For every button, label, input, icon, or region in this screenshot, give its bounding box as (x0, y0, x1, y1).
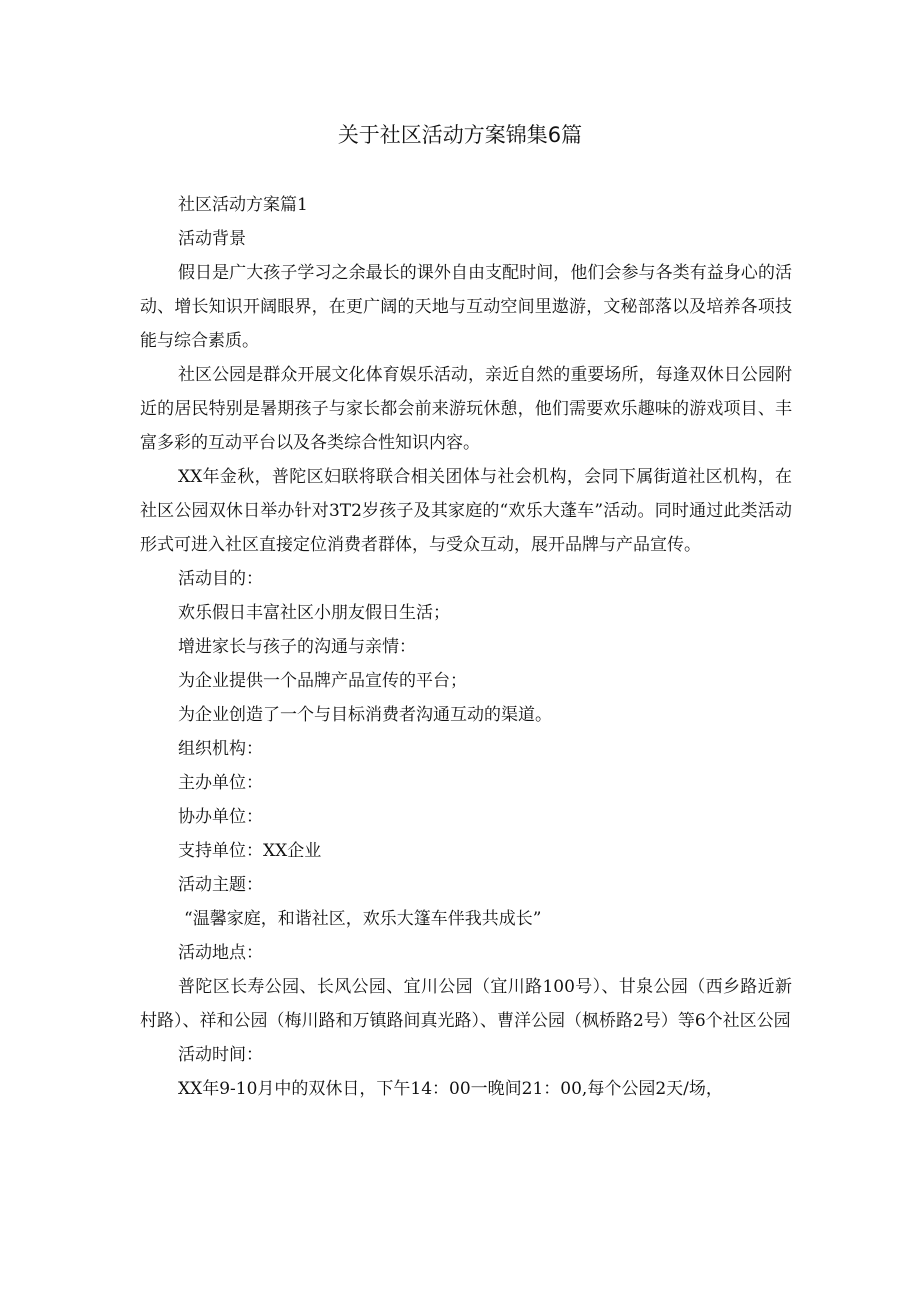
supporter-line: 支持单位：XX企业 (178, 841, 322, 861)
purpose-heading: 活动目的： (178, 569, 263, 589)
background-heading: 活动背景 (178, 229, 246, 249)
paragraph-autumn: XX年金秋，普陀区妇联将联合相关团体与社会机构，会同下属街道社区机构，在社区公园双休日举办针对3T2岁孩子及其家庭的“欢乐大蓬车”活动。同时通过此类活动形式可进入社区直接定位消费者群体，与受众互动，展开品牌与产品宣传。 (140, 467, 792, 555)
purpose-item: 为企业提供一个品牌产品宣传的平台； (178, 671, 467, 691)
co-host-line: 协办单位： (178, 807, 263, 827)
location-heading: 活动地点： (178, 943, 263, 963)
paragraph-park: 社区公园是群众开展文化体育娱乐活动，亲近自然的重要场所，每逢双休日公园附近的居民特别是暑期孩子与家长都会前来游玩休憩，他们需要欢乐趣味的游戏项目、丰富多彩的互动平台以及各类综合性知识内容。 (140, 365, 792, 453)
purpose-item: 欢乐假日丰富社区小朋友假日生活； (178, 603, 450, 623)
purpose-item: 为企业创造了一个与目标消费者沟通互动的渠道。 (178, 705, 552, 725)
location-text: 普陀区长寿公园、长风公园、宜川公园（宜川路100号）、甘泉公园（西乡路近新村路）、祥和公园（梅川路和万镇路间真光路）、曹洋公园（枫桥路2号）等6个社区公园 (140, 977, 792, 1031)
theme-heading: 活动主题： (178, 875, 263, 895)
theme-text: “温馨家庭，和谐社区，欢乐大篷车伴我共成长” (184, 909, 542, 929)
section-heading: 社区活动方案篇1 (178, 195, 308, 215)
org-heading: 组织机构： (178, 739, 263, 759)
time-text: XX年9-10月中的双休日，下午14：00一晚间21：00,每个公园2天/场， (178, 1079, 723, 1099)
document-body (140, 188, 792, 1106)
host-line: 主办单位： (178, 773, 263, 793)
paragraph-holiday: 假日是广大孩子学习之余最长的课外自由支配时间，他们会参与各类有益身心的活动、增长知识开阔眼界，在更广阔的天地与互动空间里遨游，文秘部落以及培养各项技能与综合素质。 (140, 263, 792, 351)
purpose-item: 增进家长与孩子的沟通与亲情： (178, 637, 416, 657)
document-title: 关于社区活动方案锦集6篇 (337, 123, 583, 147)
time-heading: 活动时间： (178, 1045, 263, 1065)
